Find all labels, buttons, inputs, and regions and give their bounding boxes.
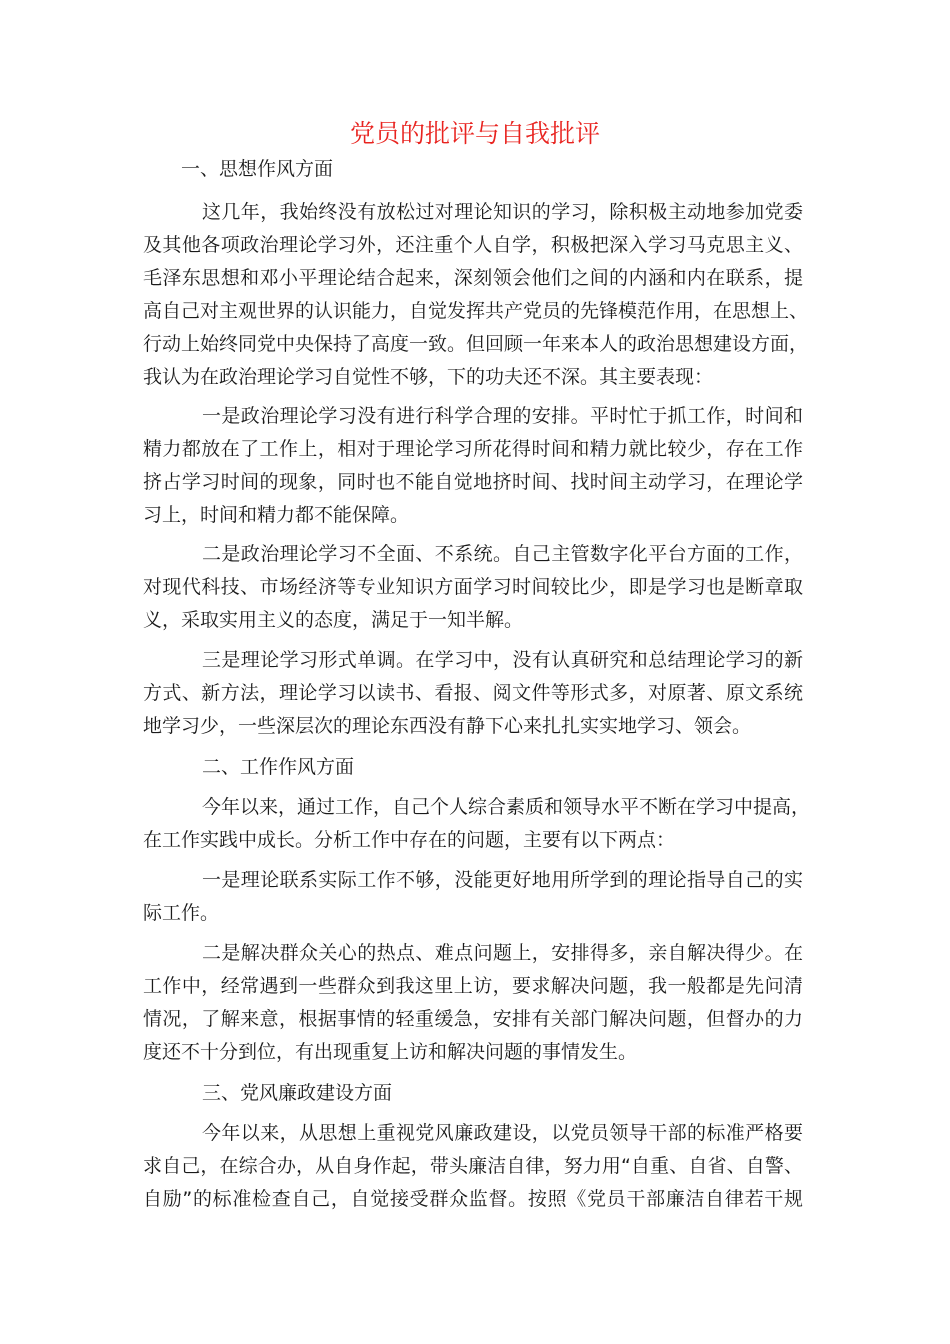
paragraph-line: 在工作实践中成长。分析工作中存在的问题，主要有以下两点： <box>143 829 676 851</box>
paragraph-line: 求自己，在综合办，从自身作起，带头廉洁自律，努力用“自重、自省、自警、 <box>143 1155 803 1177</box>
paragraph-line: 挤占学习时间的现象，同时也不能自觉地挤时间、找时间主动学习，在理论学 <box>143 471 803 493</box>
paragraph-line: 毛泽东思想和邓小平理论结合起来，深刻领会他们之间的内涵和内在联系，提 <box>143 267 803 289</box>
paragraph-line: 度还不十分到位，有出现重复上访和解决问题的事情发生。 <box>143 1041 638 1063</box>
paragraph-line: 三是理论学习形式单调。在学习中，没有认真研究和总结理论学习的新 <box>202 649 803 671</box>
section-heading: 一、思想作风方面 <box>181 158 334 180</box>
paragraph-line: 高自己对主观世界的认识能力，自觉发挥共产党员的先锋模范作用，在思想上、 <box>143 300 809 322</box>
paragraph-line: 今年以来，通过工作，自己个人综合素质和领导水平不断在学习中提高， <box>202 796 811 818</box>
section-heading: 二、工作作风方面 <box>202 756 355 778</box>
paragraph-line: 习上，时间和精力都不能保障。 <box>143 504 410 526</box>
paragraph-line: 这几年，我始终没有放松过对理论知识的学习，除积极主动地参加党委 <box>202 201 803 223</box>
paragraph-line: 行动上始终同党中央保持了高度一致。但回顾一年来本人的政治思想建设方面， <box>143 333 809 355</box>
paragraph-line: 地学习少，一些深层次的理论东西没有静下心来扎扎实实地学习、领会。 <box>143 715 752 737</box>
paragraph-line: 情况，了解来意，根据事情的轻重缓急，安排有关部门解决问题，但督办的力 <box>143 1008 803 1030</box>
paragraph-line: 工作中，经常遇到一些群众到我这里上访，要求解决问题，我一般都是先问清 <box>143 975 803 997</box>
paragraph-line: 一是政治理论学习没有进行科学合理的安排。平时忙于抓工作，时间和 <box>202 405 803 427</box>
paragraph-line: 义，采取实用主义的态度，满足于一知半解。 <box>143 609 524 631</box>
paragraph-line: 我认为在政治理论学习自觉性不够，下的功夫还不深。其主要表现： <box>143 366 714 388</box>
paragraph-line: 际工作。 <box>143 902 220 924</box>
paragraph-line: 二是解决群众关心的热点、难点问题上，安排得多，亲自解决得少。在 <box>202 942 803 964</box>
paragraph-line: 一是理论联系实际工作不够，没能更好地用所学到的理论指导自己的实 <box>202 869 803 891</box>
paragraph-line: 方式、新方法，理论学习以读书、看报、阅文件等形式多，对原著、原文系统 <box>143 682 803 704</box>
paragraph-line: 及其他各项政治理论学习外，还注重个人自学，积极把深入学习马克思主义、 <box>143 234 803 256</box>
paragraph-line: 今年以来，从思想上重视党风廉政建设，以党员领导干部的标准严格要 <box>202 1122 803 1144</box>
paragraph-line: 精力都放在了工作上，相对于理论学习所花得时间和精力就比较少，存在工作 <box>143 438 803 460</box>
section-heading: 三、党风廉政建设方面 <box>202 1082 393 1104</box>
paragraph-line: 二是政治理论学习不全面、不系统。自己主管数字化平台方面的工作， <box>202 543 803 565</box>
paragraph-line: 自励”的标准检查自己，自觉接受群众监督。按照《党员干部廉洁自律若干规 <box>143 1188 803 1210</box>
document-title: 党员的批评与自我批评 <box>349 119 600 148</box>
paragraph-line: 对现代科技、市场经济等专业知识方面学习时间较比少，即是学习也是断章取 <box>143 576 803 598</box>
